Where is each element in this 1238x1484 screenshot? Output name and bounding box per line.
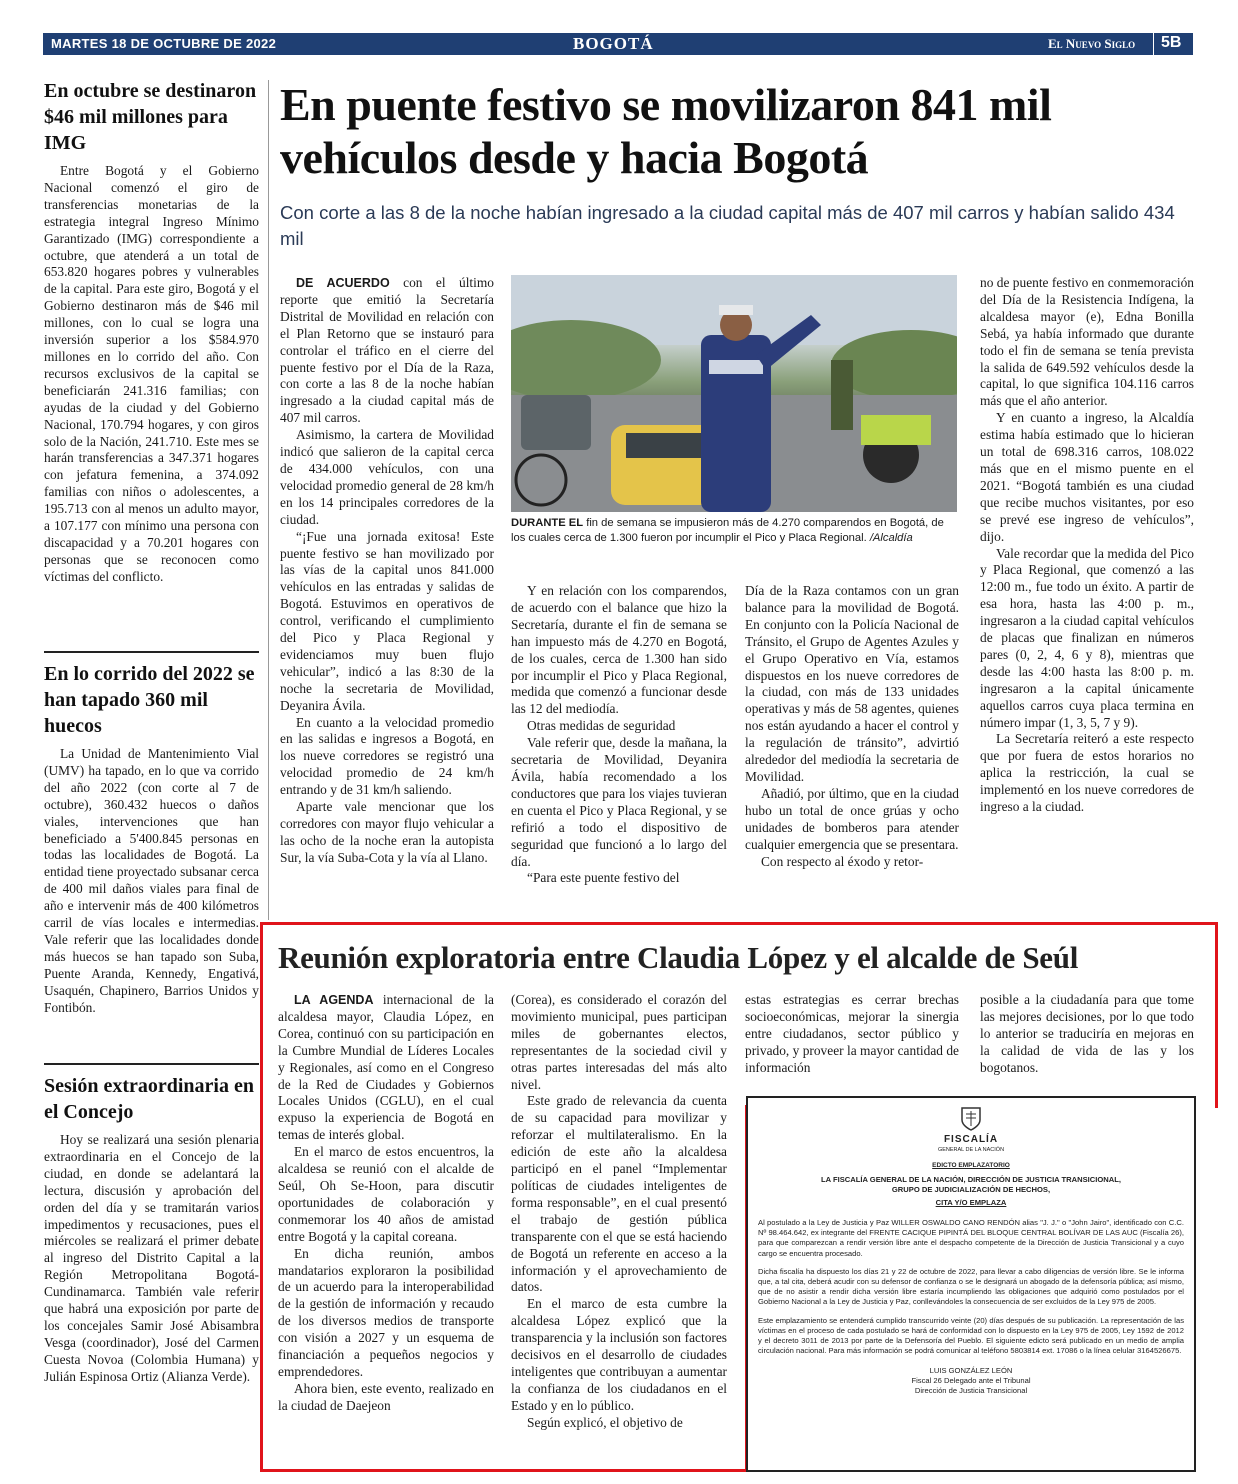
- sidebar-story-title: Sesión extraordinaria en el Concejo: [44, 1075, 254, 1123]
- fiscalia-shield-icon: [960, 1106, 982, 1132]
- notice-paragraph: Este emplazamiento se entenderá cumplido transcurrido veinte (20) días después de su publicación. La representación de las víctimas en el proceso de cada postulado se hará de conformidad con lo dispuesto en la Ley 975 de 2005, Ley 1592 de 2012 y el decreto 3011 de 2013 por parte de la Defensoría del Pueblo. El siguiente edicto será publicado en un medio de amplia circulación nacional. Para más información se podrá comunicar al teléfono 5803814 ext. 17086 o la línea celular 3164526675.: [758, 1315, 1184, 1356]
- paragraph: “Para este puente festivo del: [527, 870, 680, 886]
- newspaper-name: El Nuevo Siglo: [1048, 36, 1136, 51]
- photo-illustration: [511, 275, 957, 512]
- paragraph: Y en relación con los comparendos, de acuerdo con el balance que hizo la Secretaría, durante el fin de semana se han impuesto más de 4.270 en Bogotá, de los cuales, cerca de 1.300 han sido por incumplir el Pico y Placa Regional, medida que comenzó a funcionar desde las 12 del mediodía.: [511, 583, 727, 717]
- notice-signature: [748, 1366, 1194, 1396]
- paragraph: La Secretaría reiteró a este respecto que por fuera de estos horarios no aplica la restricción, la cual se implementó en los nueve corredores de ingreso a la ciudad.: [980, 731, 1194, 815]
- signer-title: Fiscal 26 Delegado ante el Tribunal: [911, 1376, 1031, 1386]
- page-header-bar: [43, 33, 1193, 55]
- main-column-4: [980, 275, 1194, 816]
- main-column-2: [511, 583, 727, 887]
- sidebar-story-body: Hoy se realizará una sesión plenaria extraordinaria en el Concejo de la ciudad, en donde se adelantará la lectura, discusión y aprobación del orden del día y se tramitarán varios impedimentos y recusaciones, pues el miércoles se realizará el primer debate al ingreso del Distrito Capital a la Región Metropolitana Bogotá-Cundinamarca. También vale referir que habrá una exposición por parte de los concejales Samir José Abisambra Vesga (coordinador), José del Carmen Cuesta Novoa (Colombia Humana) y Julián Espinosa Ortiz (Alianza Verde).: [44, 1132, 259, 1384]
- section-name: BOGOTÁ: [573, 34, 654, 53]
- notice-body: [748, 1208, 1194, 1356]
- issue-date: MARTES 18 DE OCTUBRE DE 2022: [51, 36, 277, 51]
- photo-caption: DURANTE EL fin de semana se impusieron más de 4.270 comparendos en Bogotá, de los cuales cerca de 1.300 fueron por incumplir el Pico y Placa Regional. /Alcaldía: [511, 517, 944, 544]
- seoul-column-1: [278, 992, 494, 1415]
- paragraph: posible a la ciudadanía para que tome las mejores decisiones, por lo que todo lo anterior se traduciría en mejoras en la calidad de vida de las y los bogotanos.: [980, 992, 1194, 1075]
- seoul-column-4: [980, 992, 1194, 1077]
- paragraph: Aparte vale mencionar que los corredores con mayor flujo vehicular a las ocho de la noche eran la autopista Sur, la vía Suba-Cota y la vía al Llano.: [280, 799, 494, 865]
- sidebar-story-img: [44, 78, 259, 586]
- notice-issuer: LA FISCALÍA GENERAL DE LA NACIÓN, DIRECCIÓN DE JUSTICIA TRANSICIONAL, GRUPO DE JUDICIALIZACIÓN DE HECHOS,: [821, 1175, 1121, 1194]
- paragraph: Asimismo, la cartera de Movilidad indicó que salieron de la capital cerca de 434.000 vehículos, con una velocidad promedio general de 28 km/h en los 14 principales corredores de la ciudad.: [280, 427, 494, 527]
- seoul-column-2: [511, 992, 727, 1432]
- notice-action: CITA Y/O EMPLAZA: [935, 1198, 1007, 1207]
- paragraph: “¡Fue una jornada exitosa! Este puente festivo se han movilizado por las vías de la capital unos 841.000 vehículos en las entradas y salidas de Bogotá. Estuvimos en operativos de control, verificando el cumplimiento del Pico y Placa Regional y evidenciamos muy buen flujo vehicular”, indicó a las 8:30 de la noche la secretaria de Movilidad, Deyanira Ávila.: [280, 528, 494, 713]
- news-photo: [511, 275, 957, 512]
- header-divider: [1153, 33, 1154, 55]
- paragraph: Según explicó, el objetivo de: [527, 1414, 683, 1430]
- logo-subtext: GENERAL DE LA NACIÓN: [937, 1147, 1005, 1153]
- column-divider: [268, 80, 269, 920]
- main-deck: Con corte a las 8 de la noche habían ingresado a la ciudad capital más de 407 mil carros y habían salido 434 mil: [280, 202, 1175, 249]
- signer-title: Dirección de Justicia Transicional: [914, 1386, 1028, 1396]
- sidebar-story-concejo: [44, 1073, 259, 1386]
- main-story-header: [280, 78, 1180, 252]
- paragraph: (Corea), es considerado el corazón del movimiento municipal, pues participan miles de gobernantes electos, representantes de la sociedad civil y otras partes interesadas del más alto nivel.: [511, 992, 727, 1092]
- sidebar-story-title: En octubre se destinaron $46 mil millones para IMG: [44, 80, 257, 154]
- paragraph: En cuanto a la velocidad promedio en las salidas e ingresos a Bogotá, en los nueve corredores se registró una velocidad promedio de 24 km/h entrando y de 31 km/h saliendo.: [280, 714, 494, 798]
- paragraph: Con respecto al éxodo y retor-: [761, 853, 924, 869]
- paragraph: LA AGENDA internacional de la alcaldesa mayor, Claudia López, en Corea, continuó con su participación en la Cumbre Mundial de Líderes Locales y Regionales, así como en el Congreso de la Red de Ciudades y Gobiernos Locales Unidos (CGLU), en el cual expuso la experiencia de Bogotá en temas de interés global.: [278, 992, 494, 1143]
- seoul-headline: Reunión exploratoria entre Claudia López y el alcalde de Seúl: [278, 940, 1079, 975]
- paragraph: estas estrategias es cerrar brechas socioeconómicas, mejorar la sinergia entre ciudadanos, sector público y privado, y proveer la mayor cantidad de información: [745, 992, 959, 1075]
- paragraph: En el marco de esta cumbre la alcaldesa López explicó que la transparencia y la inclusión son factores decisivos en el desarrollo de ciudades inteligentes que contribuyan a aumentar la confianza de los ciudadanos en el Estado y en lo público.: [511, 1296, 727, 1413]
- paragraph: En el marco de estos encuentros, la alcaldesa se reunió con el alcalde de Seúl, Oh Se-Hoon, para discutir oportunidades de colaboración y conmemorar los 40 años de amistad entre Bogotá y la capital coreana.: [278, 1144, 494, 1244]
- paragraph: Añadió, por último, que en la ciudad hubo un total de once grúas y ocho unidades de bomberos para atender cualquier emergencia que se presentara.: [745, 785, 959, 852]
- paragraph: Día de la Raza contamos con un gran balance para la movilidad de Bogotá. En conjunto con la Policía Nacional de Tránsito, el Grupo de Agentes Azules y el Grupo Operativo en Vía, estamos dispuestos en los nueve corredores de la ciudad, con más de 133 unidades operativas y más de 58 agentes, quienes nos están ayudando a hacer el control y la regulación de tránsito”, advirtió alrededor del mediodía la secretaria de Movilidad.: [745, 583, 959, 784]
- notice-title: EDICTO EMPLAZATORIO: [932, 1162, 1010, 1169]
- paragraph: Y en cuanto a ingreso, la Alcaldía estima había estimado que lo hicieran un total de 698.316 carros, 108.022 más que en el mismo puente en el 2021. “Bogotá también es una ciudad que recibe muchos visitantes, por eso se prevé ese ingreso de vehículos”, dijo.: [980, 410, 1194, 544]
- paragraph: Vale recordar que la medida del Pico y Placa Regional, que comenzó a las 12:00 m., fue todo un éxito. A partir de esa hora, hasta las 4:00 p. m., ingresaron a la ciudad capital vehículos de placas que finalizan en números pares (0, 2, 4, 6 y 8), mientras que desde las 4:00 hasta las 8:00 p. m. ingresaron a la capital únicamente aquellos carros cuya placa termina en número impar (1, 3, 5, 7 y 9).: [980, 545, 1194, 730]
- paragraph: Ahora bien, este evento, realizado en la ciudad de Daejeon: [278, 1380, 494, 1413]
- sidebar-divider: [44, 1063, 259, 1065]
- paragraph: no de puente festivo en conmemoración del Día de la Resistencia Indígena, la alcaldesa mayor (e), Edna Bonilla Sebá, ya había informado que durante todo el fin de semana se tenía prevista la salida de 649.592 vehículos desde la capital, lo que significa 104.116 carros más que el año anterior.: [980, 275, 1194, 409]
- sidebar-story-title: En lo corrido del 2022 se han tapado 360 mil huecos: [44, 663, 255, 737]
- notice-paragraph: Al postulado a la Ley de Justicia y Paz WILLER OSWALDO CANO RENDÓN alias "J. J." o "John Jairo", identificado con C.C. Nº 98.464.642, ex integrante del FRENTE CACIQUE PIPINTÁ DEL BLOQUE CENTRAL BOLÍVAR DE LAS AUC (Fiscalía 26), para que comparezcan a rendir versión libre ante el despacho competente de la Dirección de Justicia Transicional y a cuyo cargo se encuentra procesado.: [758, 1218, 1184, 1258]
- sidebar-divider: [44, 651, 259, 653]
- notice-paragraph: Dicha fiscalía ha dispuesto los días 21 y 22 de octubre de 2022, para llevar a cabo diligencias de versión libre. Se le informa que, a tal cita, deberá acudir con su defensor de confianza o se le designará un abogado de la defensoría pública; así mismo, que de no asistir a rendir dicha versión libre estaría incumpliendo las obligaciones que adquirió como postulados por el Gobierno Nacional a la Ley de Justicia y Paz, conllevándoles la consecuencia de ser excluidos de la Ley 975 de 2005.: [758, 1266, 1184, 1307]
- seoul-column-3: [745, 992, 959, 1077]
- logo-text: FISCALÍA: [943, 1134, 999, 1145]
- sidebar-story-body: La Unidad de Mantenimiento Vial (UMV) ha tapado, en lo que va corrido del año 2022 (con corte al 7 de octubre), 360.432 huecos o daños viales, intervenciones que han beneficiado a 5'400.845 personas en todas las localidades de Bogotá. La entidad tiene proyectado subsanar cerca de 400 mil daños viales para final de año e intervenir más de 400 kilómetros carril de vías locales e intermedias. Vale referir que las localidades donde más huecos se han tapado son Suba, Puente Aranda, Kennedy, Engativá, Usaquén, Chapinero, Barrios Unidos y Fontibón.: [44, 746, 259, 1015]
- signer-name: LUIS GONZÁLEZ LEÓN: [929, 1366, 1013, 1376]
- paragraph: Vale referir que, desde la mañana, la secretaria de Movilidad, Deyanira Ávila, había recomendado a los conductores que para los viajes tuvieran en cuenta el Pico y Placa Regional, y se refirió a todo el dispositivo de seguridad que funcionó a lo largo del día.: [511, 735, 727, 869]
- seoul-story-header: [278, 940, 1198, 976]
- main-headline: En puente festivo se movilizaron 841 mil vehículos desde y hacia Bogotá: [280, 79, 1052, 183]
- subheading: Otras medidas de seguridad: [527, 718, 676, 734]
- paragraph: En dicha reunión, ambos mandatarios exploraron la posibilidad de un acuerdo para la interoperabilidad de la gestión de información y recaudo de los diversos medios de transporte con visión a 2027 y un esquema de financiación a pequeños negocios y emprendedores.: [278, 1245, 494, 1379]
- main-column-3: [745, 583, 959, 870]
- page-number: 5B: [1161, 34, 1182, 51]
- logo-block: [748, 1106, 1194, 1155]
- sidebar-story-body: Entre Bogotá y el Gobierno Nacional comenzó el giro de transferencias monetarias de la estrategia integral Ingreso Mínimo Garantizado (IMG) correspondiente a octubre, que atenderá a un total de 653.820 hogares pobres y vulnerables de la capital. Para este giro, Bogotá y el Gobierno destinaron más de $46 mil millones, con lo cual se logra una inversión superior a los $584.970 millones en lo corrido del año. Con recursos exclusivos de la capital se beneficiarán 241.316 familias; con ayudas de la ciudad y del Gobierno Nacional, 170.794 hogares, y con giros solo de la Nación, 241.710. Este mes se harán transferencias a 347.371 hogares con jefatura femenina, a 374.092 familias con niños o adolescentes, a 195.713 con al menos un adulto mayor, a 107.177 con mínimo una persona con discapacidad y a 70.201 hogares con personas que se reconocen como víctimas del conflicto.: [44, 163, 259, 584]
- paragraph: Este grado de relevancia da cuenta de su capacidad para movilizar y reforzar el multilateralismo. En la edición de este año la alcaldesa participó en el panel “Implementar políticas de ciudades inteligentes de forma responsable”, en el cual presentó el trabajo de gestión pública transparente con el que se está haciendo de Bogotá un referente en acceso a la información y el aprovechamiento de datos.: [511, 1093, 727, 1295]
- paragraph: DE ACUERDO con el último reporte que emitió la Secretaría Distrital de Movilidad en relación con el Plan Retorno que se instauró para controlar el tráfico en el cierre del puente festivo por el Día de la Raza, con corte a las 8 de la noche habían ingresado a la ciudad capital más de 407 mil carros.: [280, 275, 494, 426]
- legal-notice: [746, 1096, 1196, 1472]
- main-column-1: [280, 275, 494, 867]
- sidebar-story-potholes: [44, 661, 259, 1017]
